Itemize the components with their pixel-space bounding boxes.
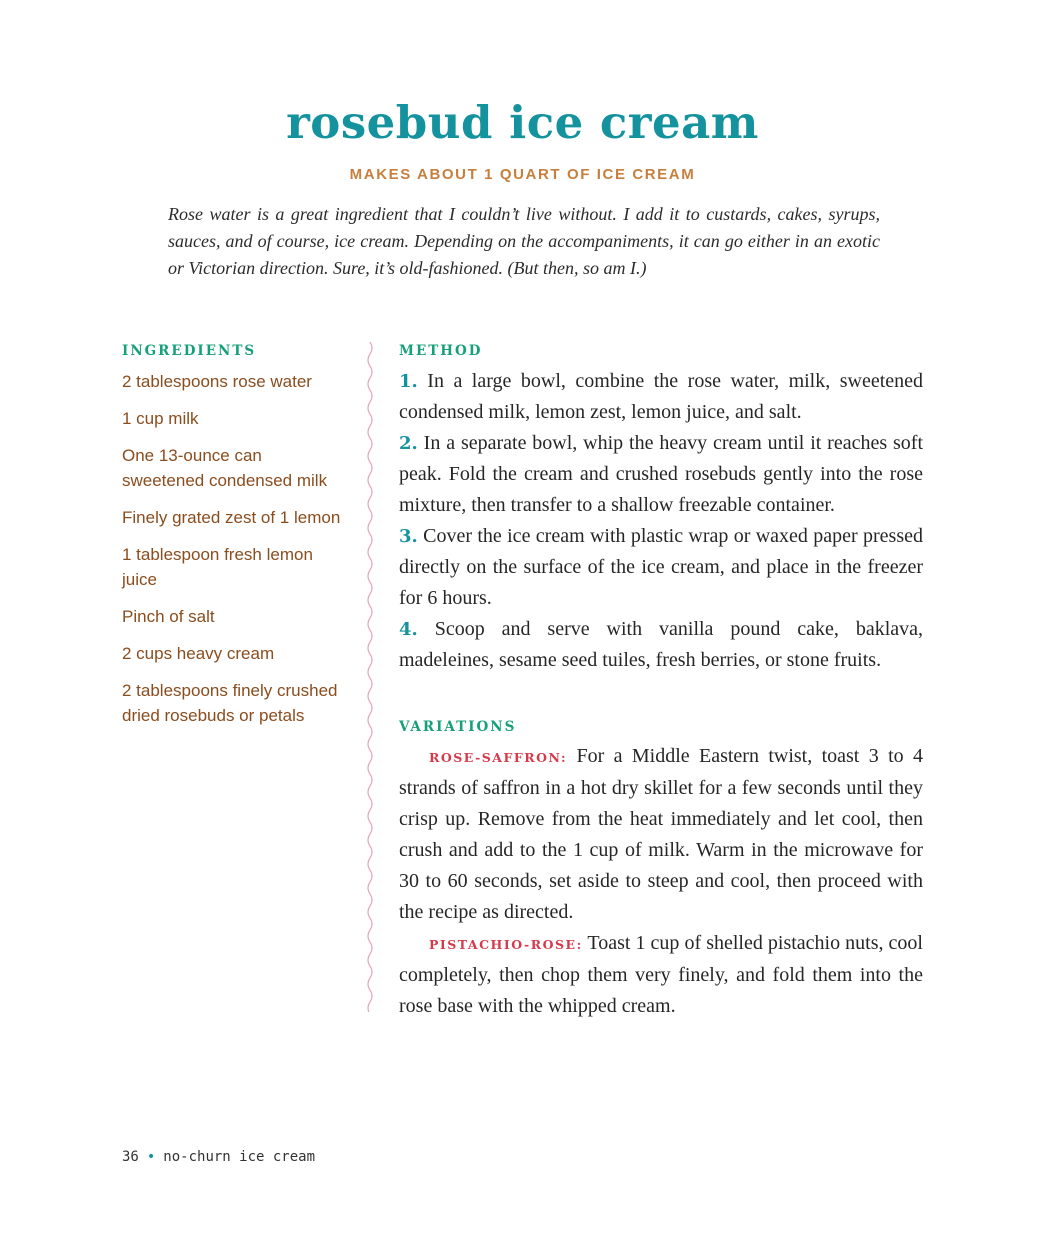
wavy-divider-line [368,342,372,1012]
ingredients-heading: INGREDIENTS [122,343,257,359]
ingredient-item: One 13-ounce can sweetened condensed milk [122,446,328,490]
step-text: Cover the ice cream with plastic wrap or waxed paper pressed directly on the surface of the ice cream, and place in the freezer for 6 hours. [399,525,924,609]
method-heading: METHOD [399,343,483,359]
step-number: 1. [399,371,418,392]
variation-text: Toast 1 cup of shelled pistachio nuts, cool completely, then chop them very finely, and fold them into the rose base with the whipped cream. [399,932,923,1017]
method-step [399,521,923,614]
method-step [399,614,923,676]
variation-item [399,928,923,1022]
page-footer [122,1149,315,1165]
variations-section [399,719,923,1022]
footer-separator: • [146,1149,156,1165]
ingredient-item: 2 tablespoons rose water [122,372,312,391]
ingredient-item: 1 cup milk [122,409,199,428]
ingredient-item: 2 tablespoons finely crushed dried rosebuds or petals [122,681,338,725]
ingredients-list [122,369,362,728]
recipe-yield: MAKES ABOUT 1 QUART OF ICE CREAM [349,166,696,183]
ingredient-item: 2 cups heavy cream [122,644,275,663]
method-step [399,428,923,521]
ingredient-item: Pinch of salt [122,607,215,626]
wavy-divider [364,342,376,1012]
step-number: 3. [399,526,418,547]
variations-heading: VARIATIONS [399,719,517,735]
step-text: In a separate bowl, whip the heavy cream until it reaches soft peak. Fold the cream and crushed rosebuds gently into the rose mixture, then transfer to a shallow freezable container. [399,432,923,516]
step-text: In a large bowl, combine the rose water, milk, sweetened condensed milk, lemon zest, lemon juice, and salt. [399,370,924,423]
ingredient-item: 1 tablespoon fresh lemon juice [122,545,313,589]
ingredient-item: Finely grated zest of 1 lemon [122,508,341,527]
recipe-intro: Rose water is a great ingredient that I couldn’t live without. I add it to custards, cakes, syrups, sauces, and of course, ice cream. Depending on the accompaniments, it can go either in an exotic or Victorian direction. Sure, it’s old-fashioned. (But then, so am I.) [168,204,880,278]
variation-text: For a Middle Eastern twist, toast 3 to 4 strands of saffron in a hot dry skillet for a few seconds until they crisp up. Remove from the heat immediately and let cool, then crush and add to the 1 cup of milk. Warm in the microwave for 30 to 60 seconds, set aside to steep and cool, then proceed with the recipe as directed. [399,745,924,923]
variation-item [399,741,923,928]
step-number: 4. [399,619,418,640]
footer-section-title: no-churn ice cream [163,1149,316,1165]
variation-label: PISTACHIO-ROSE: [429,937,583,952]
step-text: Scoop and serve with vanilla pound cake, baklava, madeleines, sesame seed tuiles, fresh berries, or stone fruits. [399,618,924,671]
page-number: 36 [122,1149,139,1165]
method-section [399,343,923,1022]
method-step [399,366,923,428]
variation-label: ROSE-SAFFRON: [429,750,568,765]
page-title: rosebud ice cream [286,96,759,149]
step-number: 2. [399,433,418,454]
ingredients-section [122,343,362,740]
method-steps [399,366,923,676]
